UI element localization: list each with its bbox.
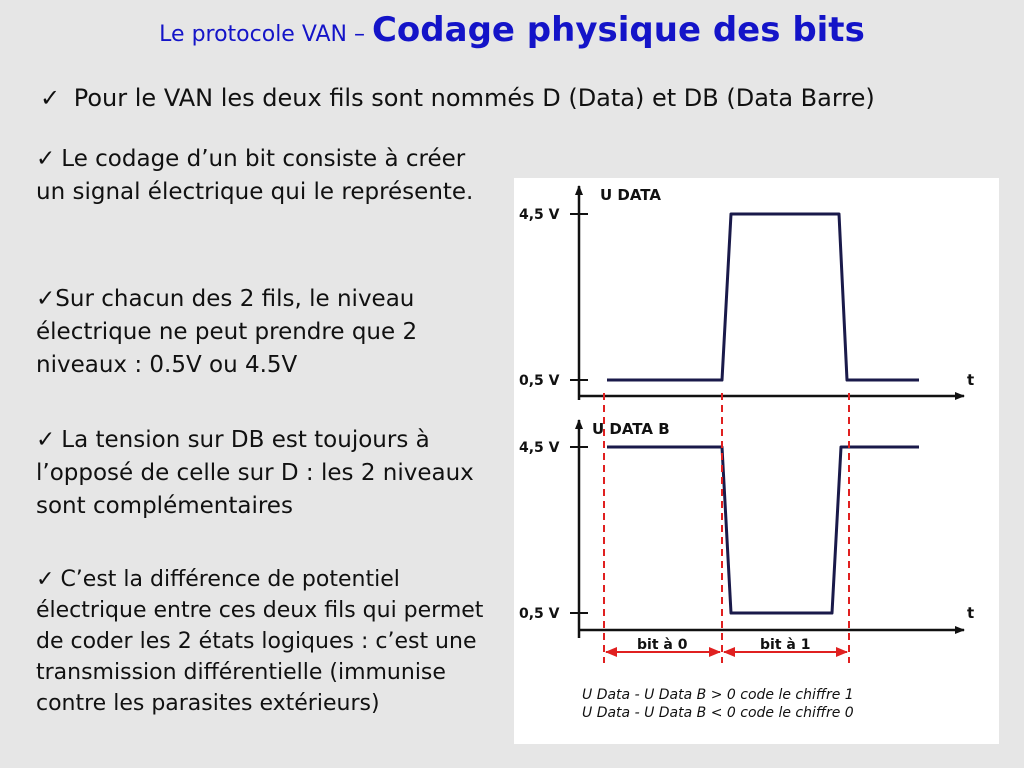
- bit1-label: bit à 1: [760, 637, 811, 653]
- bullet-text: Le codage d’un bit consiste à créer un signal électrique qui le représente.: [36, 146, 474, 205]
- bottom-high-label: 4,5 V: [519, 440, 560, 456]
- top-low-label: 0,5 V: [519, 373, 560, 389]
- bullet-levels: [36, 283, 496, 382]
- caption-code-1: U Data - U Data B > 0 code le chiffre 1: [582, 687, 854, 703]
- bullet-text: C’est la différence de potentiel électrique entre ces deux fils qui permet de coder les 2 états logiques : c’est une transmission différentielle (immunise contre les parasites extérieurs): [36, 567, 484, 716]
- data-signal: [607, 214, 919, 380]
- caption-code-0: U Data - U Data B < 0 code le chiffre 0: [582, 705, 854, 721]
- check-icon: ✓: [36, 286, 56, 312]
- bit0-label: bit à 0: [637, 637, 688, 653]
- check-icon: ✓: [36, 146, 56, 172]
- bottom-low-label: 0,5 V: [519, 606, 560, 622]
- bullet-coding: [36, 143, 496, 209]
- check-icon: ✓: [36, 567, 55, 592]
- signal-diagram: [514, 178, 999, 744]
- top-time-label: t: [967, 371, 975, 389]
- page-title: [0, 10, 1024, 50]
- check-icon: ✓: [40, 84, 61, 112]
- title-main: Codage physique des bits: [371, 10, 865, 50]
- bullet-differential: [36, 564, 506, 719]
- bullet-text: Sur chacun des 2 fils, le niveau électrique ne peut prendre que 2 niveaux : 0.5V ou 4.5V: [36, 286, 418, 378]
- top-high-label: 4,5 V: [519, 207, 560, 223]
- intro-line: [40, 84, 875, 112]
- data-b-signal: [607, 447, 919, 613]
- title-prefix: Le protocole VAN –: [159, 22, 372, 47]
- intro-text: Pour le VAN les deux fils sont nommés D (Data) et DB (Data Barre): [73, 84, 875, 112]
- bottom-time-label: t: [967, 604, 975, 622]
- bottom-axis-label: U DATA B: [592, 420, 670, 438]
- check-icon: ✓: [36, 427, 56, 453]
- bullet-complement: [36, 424, 496, 523]
- top-axis-label: U DATA: [600, 186, 661, 204]
- bullet-text: La tension sur DB est toujours à l’opposé de celle sur D : les 2 niveaux sont complémentaires: [36, 427, 474, 519]
- signal-diagram-svg: [514, 178, 999, 744]
